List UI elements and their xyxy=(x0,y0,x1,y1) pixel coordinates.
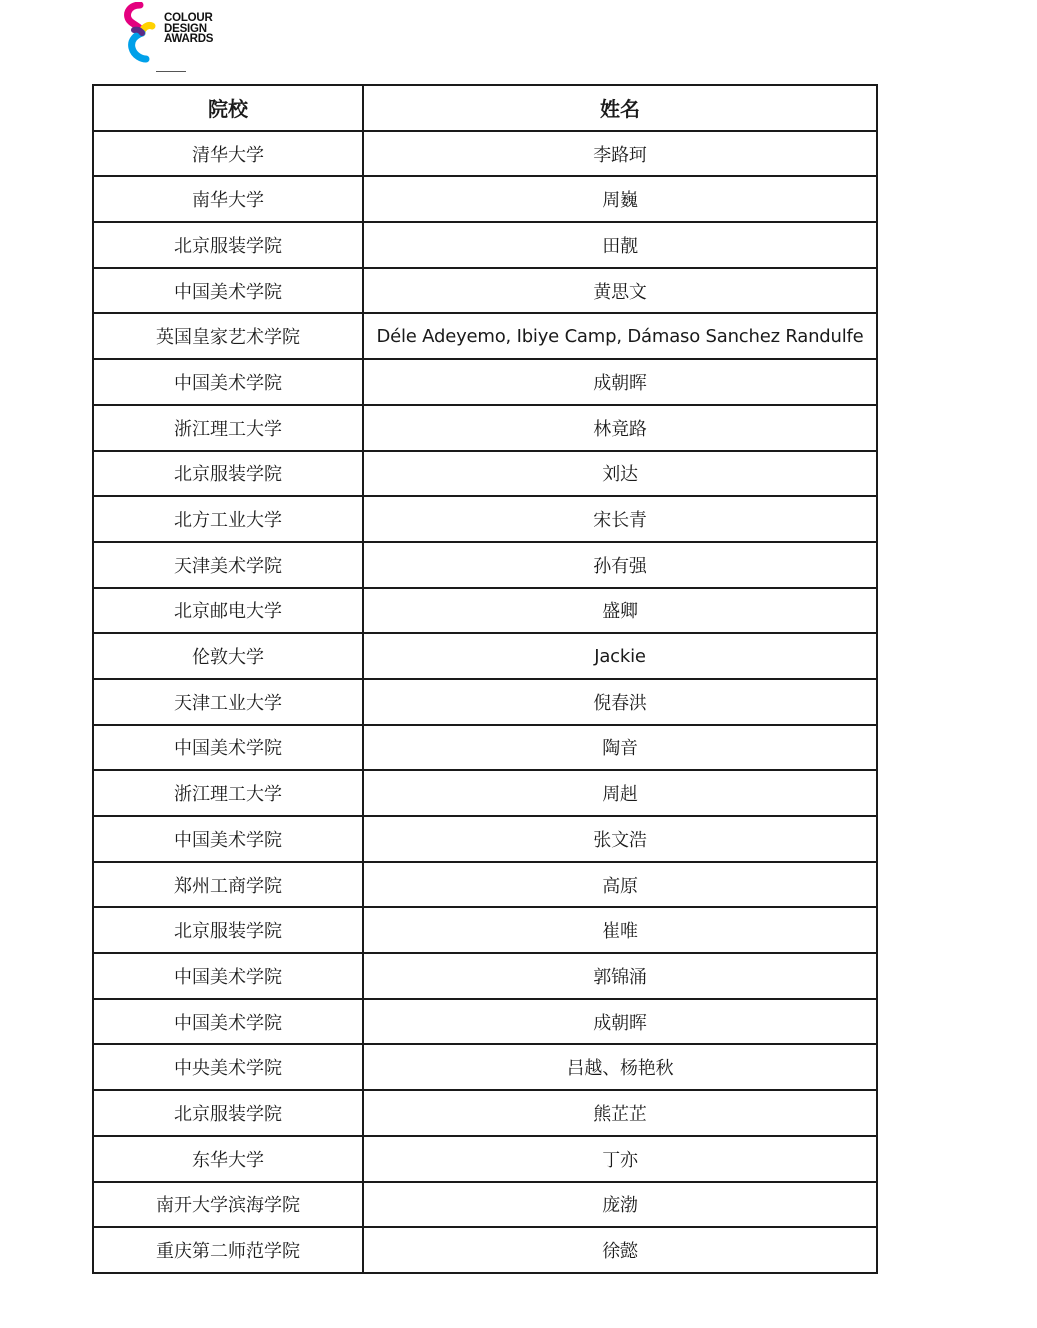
name-cell: 高原 xyxy=(363,862,877,908)
school-cell: 中国美术学院 xyxy=(93,359,363,405)
name-cell: 李路珂 xyxy=(363,131,877,177)
school-cell: 南华大学 xyxy=(93,176,363,222)
name-cell: 陶音 xyxy=(363,725,877,771)
colour-swirl-logo-mark xyxy=(118,2,160,64)
table-row xyxy=(93,1136,877,1182)
name-cell: 刘达 xyxy=(363,451,877,497)
school-cell: 英国皇家艺术学院 xyxy=(93,313,363,359)
school-cell: 中国美术学院 xyxy=(93,816,363,862)
school-cell: 北京邮电大学 xyxy=(93,588,363,634)
table-row xyxy=(93,862,877,908)
school-cell: 浙江理工大学 xyxy=(93,405,363,451)
name-cell: 郭锦涌 xyxy=(363,953,877,999)
logo-line-colour: COLOUR xyxy=(164,12,213,24)
table-header-row xyxy=(93,85,877,131)
logo-wordmark xyxy=(164,13,213,45)
table-row xyxy=(93,496,877,542)
table-row xyxy=(93,359,877,405)
name-cell: 倪春洪 xyxy=(363,679,877,725)
table-row xyxy=(93,268,877,314)
name-cell: 成朝晖 xyxy=(363,999,877,1045)
logo-underline-divider xyxy=(156,71,186,72)
logo-line-awards: AWARDS xyxy=(164,33,214,45)
school-cell: 北方工业大学 xyxy=(93,496,363,542)
name-cell: 成朝晖 xyxy=(363,359,877,405)
table-row xyxy=(93,1182,877,1228)
school-cell: 重庆第二师范学院 xyxy=(93,1227,363,1273)
table-row xyxy=(93,907,877,953)
school-cell: 郑州工商学院 xyxy=(93,862,363,908)
name-cell: 周赳 xyxy=(363,770,877,816)
school-cell: 清华大学 xyxy=(93,131,363,177)
school-cell: 北京服装学院 xyxy=(93,1090,363,1136)
table-row xyxy=(93,313,877,359)
name-cell: 周巍 xyxy=(363,176,877,222)
name-cell: 吕越、杨艳秋 xyxy=(363,1044,877,1090)
table-row xyxy=(93,1044,877,1090)
school-cell: 中国美术学院 xyxy=(93,953,363,999)
table-row xyxy=(93,999,877,1045)
school-cell: 中国美术学院 xyxy=(93,725,363,771)
name-cell: 庞渤 xyxy=(363,1182,877,1228)
school-cell: 南开大学滨海学院 xyxy=(93,1182,363,1228)
table-row xyxy=(93,953,877,999)
name-cell: Déle Adeyemo, Ibiye Camp, Dámaso Sanchez Randulfe xyxy=(363,313,877,359)
header-school: 院校 xyxy=(93,85,363,131)
name-cell: 宋长青 xyxy=(363,496,877,542)
logo-line-design: DESIGN xyxy=(164,22,207,35)
name-cell: 田靓 xyxy=(363,222,877,268)
name-cell: 崔唯 xyxy=(363,907,877,953)
school-cell: 中央美术学院 xyxy=(93,1044,363,1090)
school-cell: 伦敦大学 xyxy=(93,633,363,679)
name-cell: Jackie xyxy=(363,633,877,679)
winners-table xyxy=(92,84,878,1274)
name-cell: 丁亦 xyxy=(363,1136,877,1182)
table-row xyxy=(93,1090,877,1136)
table-row xyxy=(93,679,877,725)
table-row xyxy=(93,176,877,222)
school-cell: 北京服装学院 xyxy=(93,907,363,953)
table-row xyxy=(93,633,877,679)
colour-design-awards-logo xyxy=(118,2,238,64)
table-row xyxy=(93,451,877,497)
table-row xyxy=(93,816,877,862)
name-cell: 黄思文 xyxy=(363,268,877,314)
table-row xyxy=(93,770,877,816)
table-row xyxy=(93,542,877,588)
school-cell: 浙江理工大学 xyxy=(93,770,363,816)
school-cell: 东华大学 xyxy=(93,1136,363,1182)
name-cell: 林竟路 xyxy=(363,405,877,451)
table-row xyxy=(93,1227,877,1273)
table-row xyxy=(93,588,877,634)
table-row xyxy=(93,131,877,177)
school-cell: 北京服装学院 xyxy=(93,451,363,497)
school-cell: 北京服装学院 xyxy=(93,222,363,268)
name-cell: 盛卿 xyxy=(363,588,877,634)
school-cell: 中国美术学院 xyxy=(93,268,363,314)
name-cell: 孙有强 xyxy=(363,542,877,588)
table-row xyxy=(93,222,877,268)
table-body xyxy=(93,131,877,1273)
school-cell: 中国美术学院 xyxy=(93,999,363,1045)
header-name: 姓名 xyxy=(363,85,877,131)
table-row xyxy=(93,405,877,451)
school-cell: 天津美术学院 xyxy=(93,542,363,588)
table-row xyxy=(93,725,877,771)
name-cell: 徐懿 xyxy=(363,1227,877,1273)
name-cell: 张文浩 xyxy=(363,816,877,862)
school-cell: 天津工业大学 xyxy=(93,679,363,725)
name-cell: 熊芷芷 xyxy=(363,1090,877,1136)
